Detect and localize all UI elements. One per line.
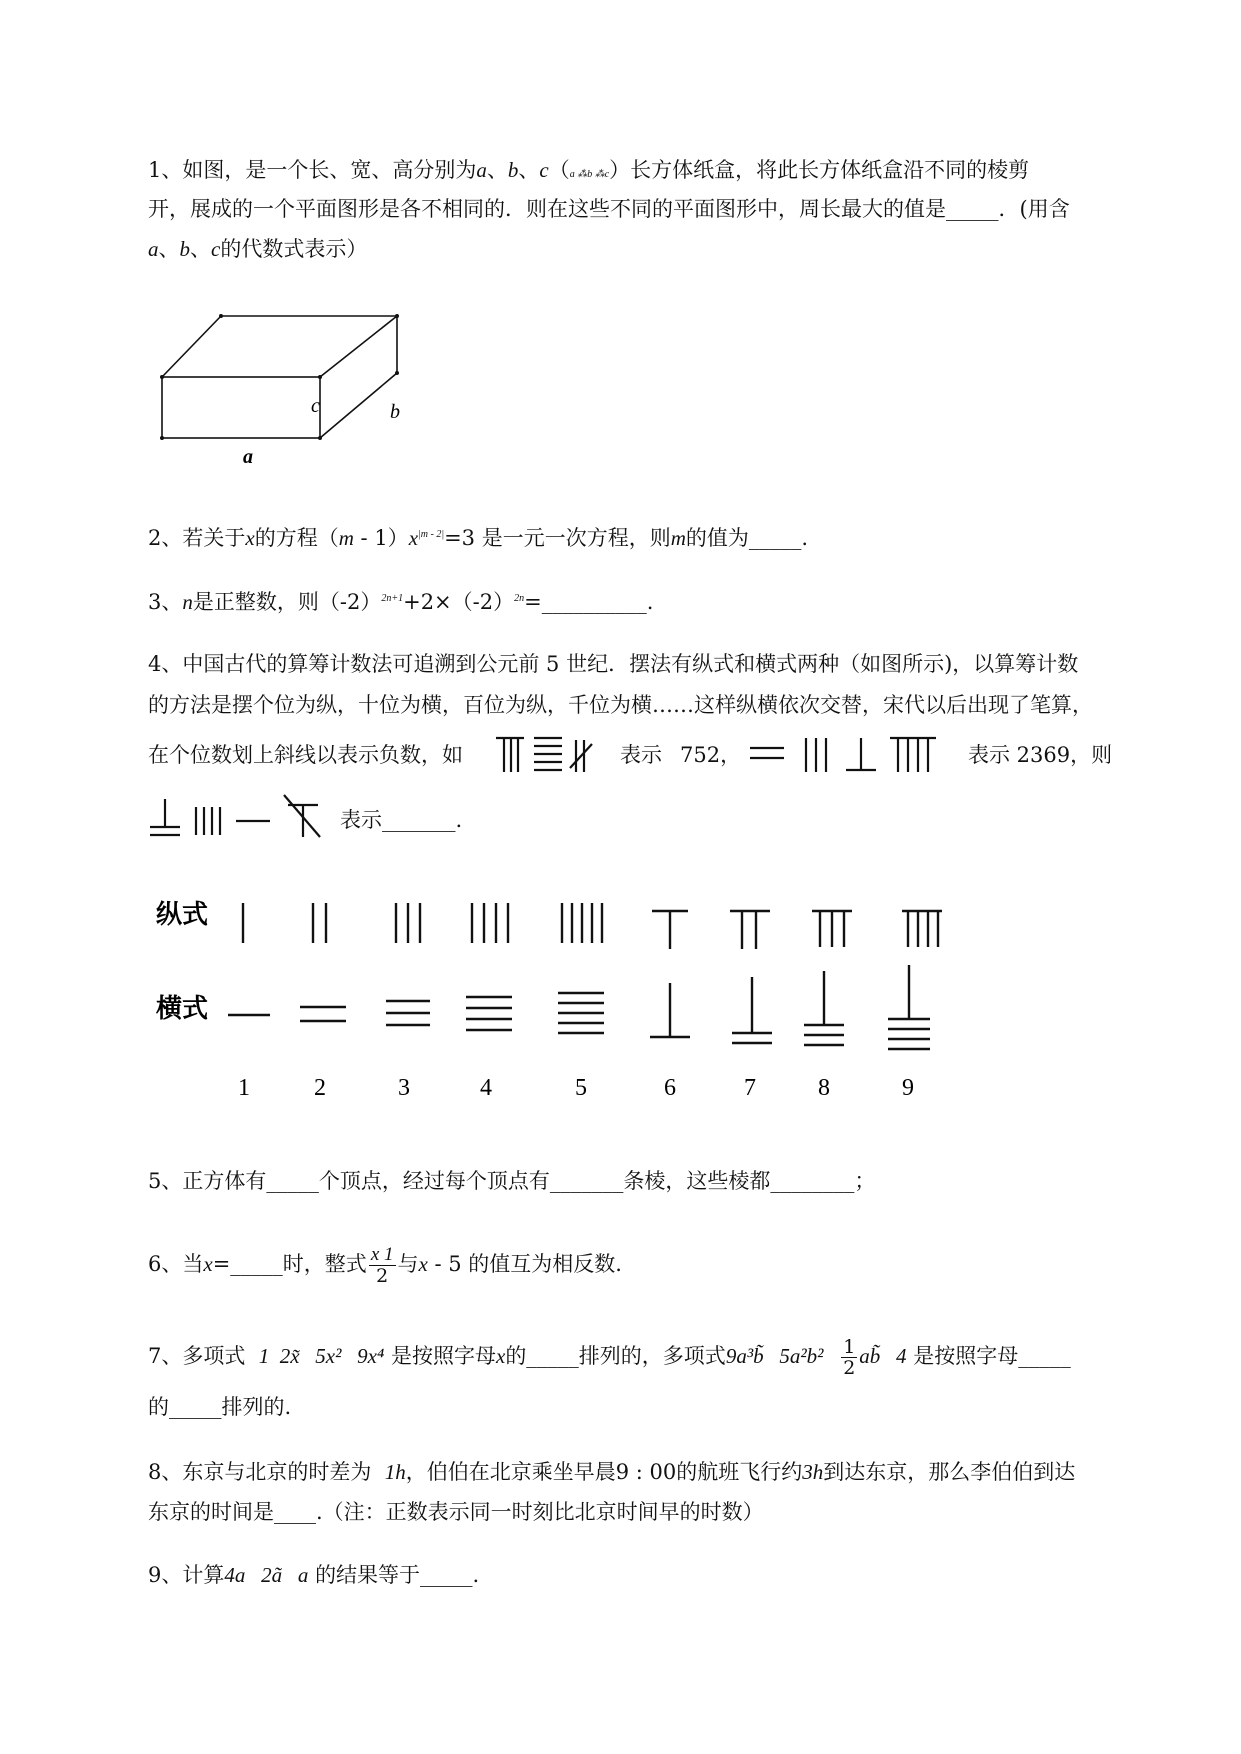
var-c: c	[539, 158, 549, 182]
q2-line: 2、若关于x的方程$(m - 1)x^{|m - 2|}=3$ 是一元一次方程，则m的值为_____.	[148, 526, 809, 550]
row-label-vertical: 纵式	[156, 900, 209, 929]
q3-line: 3、n是正整数，则$(-2)^{2n+1}+2\times(-2)^{2n}=\_\_\_\_\_\_\_\_\_\_$.	[148, 590, 654, 614]
q5-line: 5、正方体有_____个顶点，经过每个顶点有_______条棱，这些棱都________；	[148, 1169, 876, 1193]
q9-line: 9、计算4a 2ã a 的结果等于_____.	[148, 1563, 480, 1587]
digit-8: 8	[818, 1075, 830, 1101]
q4-line2: 的方法是摆个位为纵，十位为横，百位为纵，千位为横……这样纵横依次交替，宋代以后出现了笔算，	[148, 693, 1093, 717]
q4-752: 752，	[680, 743, 742, 767]
q1-line1: 1、如图，是一个长、宽、高分别为a、b、c（a ⁂b ⁂c）长方体纸盒，将此长方体纸盒沿不同的棱剪	[148, 158, 1030, 182]
label-b: b	[390, 401, 400, 423]
var-a: a	[476, 158, 487, 182]
digit-5: 5	[575, 1075, 587, 1101]
q1-line2: 开，展成的一个平面图形是各不相同的．则在这些不同的平面图形中，周长最大的值是_____．(用含	[148, 197, 1070, 221]
rod-numeral-2369	[748, 732, 948, 777]
label-c: c	[311, 395, 320, 417]
q4-means-label: 表示	[620, 743, 662, 767]
digit-3: 3	[398, 1075, 410, 1101]
q4-line3a: 在个位数划上斜线以表示负数，如	[148, 743, 463, 767]
q6-fraction: $\frac{x 1}{2}$	[370, 1244, 394, 1287]
digit-1: 1	[238, 1075, 250, 1101]
q7-poly2a: 9a³b̃ 5a²b²	[725, 1344, 840, 1368]
digit-9: 9	[902, 1075, 914, 1101]
q7-line2: 的_____排列的.	[148, 1395, 292, 1419]
q4-line4: 表示_______.	[340, 808, 463, 832]
q8-line1: 8、东京与北京的时差为 1h，伯伯在北京乘坐早晨9 : 00的航班飞行约3h到达东京，那么李伯伯到达	[148, 1460, 1076, 1484]
q4-line3c: 表示 2369，则	[968, 743, 1113, 767]
rod-numeral-question	[148, 793, 328, 841]
digit-6: 6	[664, 1075, 676, 1101]
rod-numeral-752	[494, 732, 604, 777]
q4-line1: 4、中国古代的算筹计数法可追溯到公元前 5 世纪．摆法有纵式和横式两种（如图所示)，以算筹计数	[148, 652, 1079, 676]
q7-poly2b: ab̃ 4	[859, 1344, 907, 1368]
q7-poly1: 1 2x̃ 5x² 9x⁴	[258, 1344, 385, 1368]
q6-line: 6、当x=_____时，整式 $\frac{x 1}{2}$ 与x - 5 的值互为相反数.	[148, 1244, 622, 1287]
cuboid-figure	[150, 305, 410, 475]
digit-2: 2	[314, 1075, 326, 1101]
q9-expression: 4a 2ã a	[224, 1563, 309, 1587]
row-label-horizontal: 横式	[156, 994, 209, 1023]
var-b: b	[507, 158, 519, 182]
q1-line3: a、b、c的代数式表示）	[148, 237, 368, 261]
digit-7: 7	[744, 1075, 756, 1101]
label-a: a	[243, 446, 253, 468]
q7-line1: 7、多项式 1 2x̃ 5x² 9x⁴ 是按照字母x的_____排列的，多项式9a³b̃ 5a²b² $\frac{1}{2}$ ab̃ 4 是按照字母_____	[148, 1336, 1071, 1379]
q1-number: 1、	[148, 158, 183, 182]
q8-line2: 东京的时间是____.（注：正数表示同一时刻比北京时间早的时数）	[148, 1500, 764, 1524]
q1-condition: a ⁂b ⁂c	[569, 169, 610, 180]
rod-numeral-table	[150, 885, 970, 1105]
q7-fraction: $\frac{1}{2}$	[843, 1336, 856, 1379]
digit-4: 4	[480, 1075, 492, 1101]
